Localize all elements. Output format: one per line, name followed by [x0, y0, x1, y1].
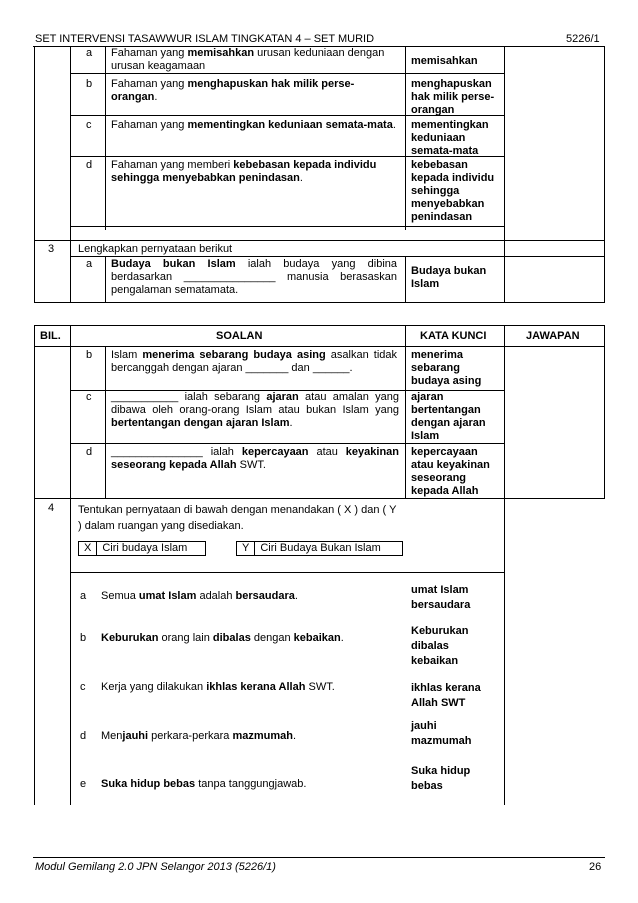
question-text: _______________ ialah kepercayaan atau keyakinan seseorang kepada Allah SWT.	[111, 446, 399, 471]
row-letter: b	[80, 632, 87, 644]
row-letter: b	[86, 78, 93, 90]
running-header-code: 5226/1	[566, 33, 600, 45]
footer-title: Modul Gemilang 2.0 JPN Selangor 2013 (5226/1)	[35, 861, 276, 873]
row-letter: a	[86, 47, 93, 59]
question-text: Fahaman yang memberi kebebasan kepada individu sehingga menyebabkan penindasan.	[111, 159, 377, 184]
kata-kunci: ajaran bertentangan dengan ajaran Islam	[411, 391, 486, 442]
header-jawapan: JAWAPAN	[526, 330, 580, 342]
legend-y-label: Ciri Budaya Bukan Islam	[260, 542, 381, 554]
row-letter: d	[86, 159, 93, 171]
question-text: Kerja yang dilakukan ikhlas kerana Allah SWT.	[101, 681, 335, 693]
kata-kunci: Suka hidup bebas	[411, 765, 471, 792]
row-letter: d	[86, 446, 93, 458]
question-number: 4	[48, 502, 55, 514]
kata-kunci: memisahkan	[411, 55, 478, 67]
question-text: Fahaman yang memisahkan urusan keduniaan dengan urusan keagamaan	[111, 47, 385, 72]
question-text: Keburukan orang lain dibalas dengan kebaikan.	[101, 632, 344, 644]
question-text: Suka hidup bebas tanpa tanggungjawab.	[101, 778, 307, 790]
question-text: Fahaman yang mementingkan keduniaan semata-mata.	[111, 119, 396, 131]
header-bil: BIL.	[40, 330, 61, 342]
kata-kunci: ikhlas kerana Allah SWT	[411, 682, 481, 709]
kata-kunci: Keburukan dibalas kebaikan	[411, 625, 469, 667]
row-letter: a	[80, 590, 87, 602]
question-text: Semua umat Islam adalah bersaudara.	[101, 590, 298, 602]
header-kata-kunci: KATA KUNCI	[420, 330, 487, 342]
kata-kunci: menghapuskan hak milik perse-orangan	[411, 78, 495, 116]
row-letter: b	[86, 349, 93, 361]
running-header-title: SET INTERVENSI TASAWWUR ISLAM TINGKATAN 4 – SET MURID	[35, 33, 375, 45]
row-letter: c	[80, 681, 86, 693]
question-text: ___________ ialah sebarang ajaran atau amalan yang dibawa oleh orang-orang Islam atau bukan Islam yang bertentangan dengan ajaran Islam.	[111, 391, 400, 429]
kata-kunci: menerima sebarang budaya asing	[411, 349, 482, 387]
question-number: 3	[48, 243, 55, 255]
kata-kunci: Budaya bukan Islam	[411, 265, 487, 290]
header-soalan: SOALAN	[216, 330, 263, 342]
legend-x	[78, 541, 206, 556]
row-letter: a	[86, 258, 93, 270]
kata-kunci: kebebasan kepada individu sehingga menyebabkan penindasan	[411, 159, 495, 223]
legend-y	[236, 541, 403, 556]
footer-rule	[33, 857, 605, 858]
legend-y-mark: Y	[237, 542, 255, 555]
legend-x-mark: X	[79, 542, 97, 555]
page-number: 26	[589, 861, 602, 873]
kata-kunci: kepercayaan atau keyakinan seseorang kepada Allah	[411, 446, 490, 497]
legend-x-label: Ciri budaya Islam	[102, 542, 188, 554]
kata-kunci: mementingkan keduniaan semata-mata	[411, 119, 489, 157]
question-text: Fahaman yang menghapuskan hak milik perse-orangan.	[111, 78, 355, 103]
question-text: Lengkapkan pernyataan berikut	[78, 243, 233, 255]
question-text: Budaya bukan Islam ialah budaya yang dibina berdasarkan _______________ manusia berasaskan pengalaman sematamata.	[111, 258, 397, 296]
question-text: Tentukan pernyataan di bawah dengan menandakan ( X ) dan ( Y ) dalam ruangan yang disediakan.	[78, 504, 397, 532]
question-text: Menjauhi perkara-perkara mazmumah.	[101, 730, 297, 742]
kata-kunci: jauhi mazmumah	[411, 720, 472, 747]
question-text: Islam menerima sebarang budaya asing asalkan tidak bercanggah dengan ajaran _______ dan ______.	[111, 349, 397, 374]
row-letter: c	[86, 391, 92, 403]
kata-kunci: umat Islam bersaudara	[411, 584, 471, 611]
row-letter: e	[80, 778, 87, 790]
row-letter: d	[80, 730, 87, 742]
row-letter: c	[86, 119, 92, 131]
